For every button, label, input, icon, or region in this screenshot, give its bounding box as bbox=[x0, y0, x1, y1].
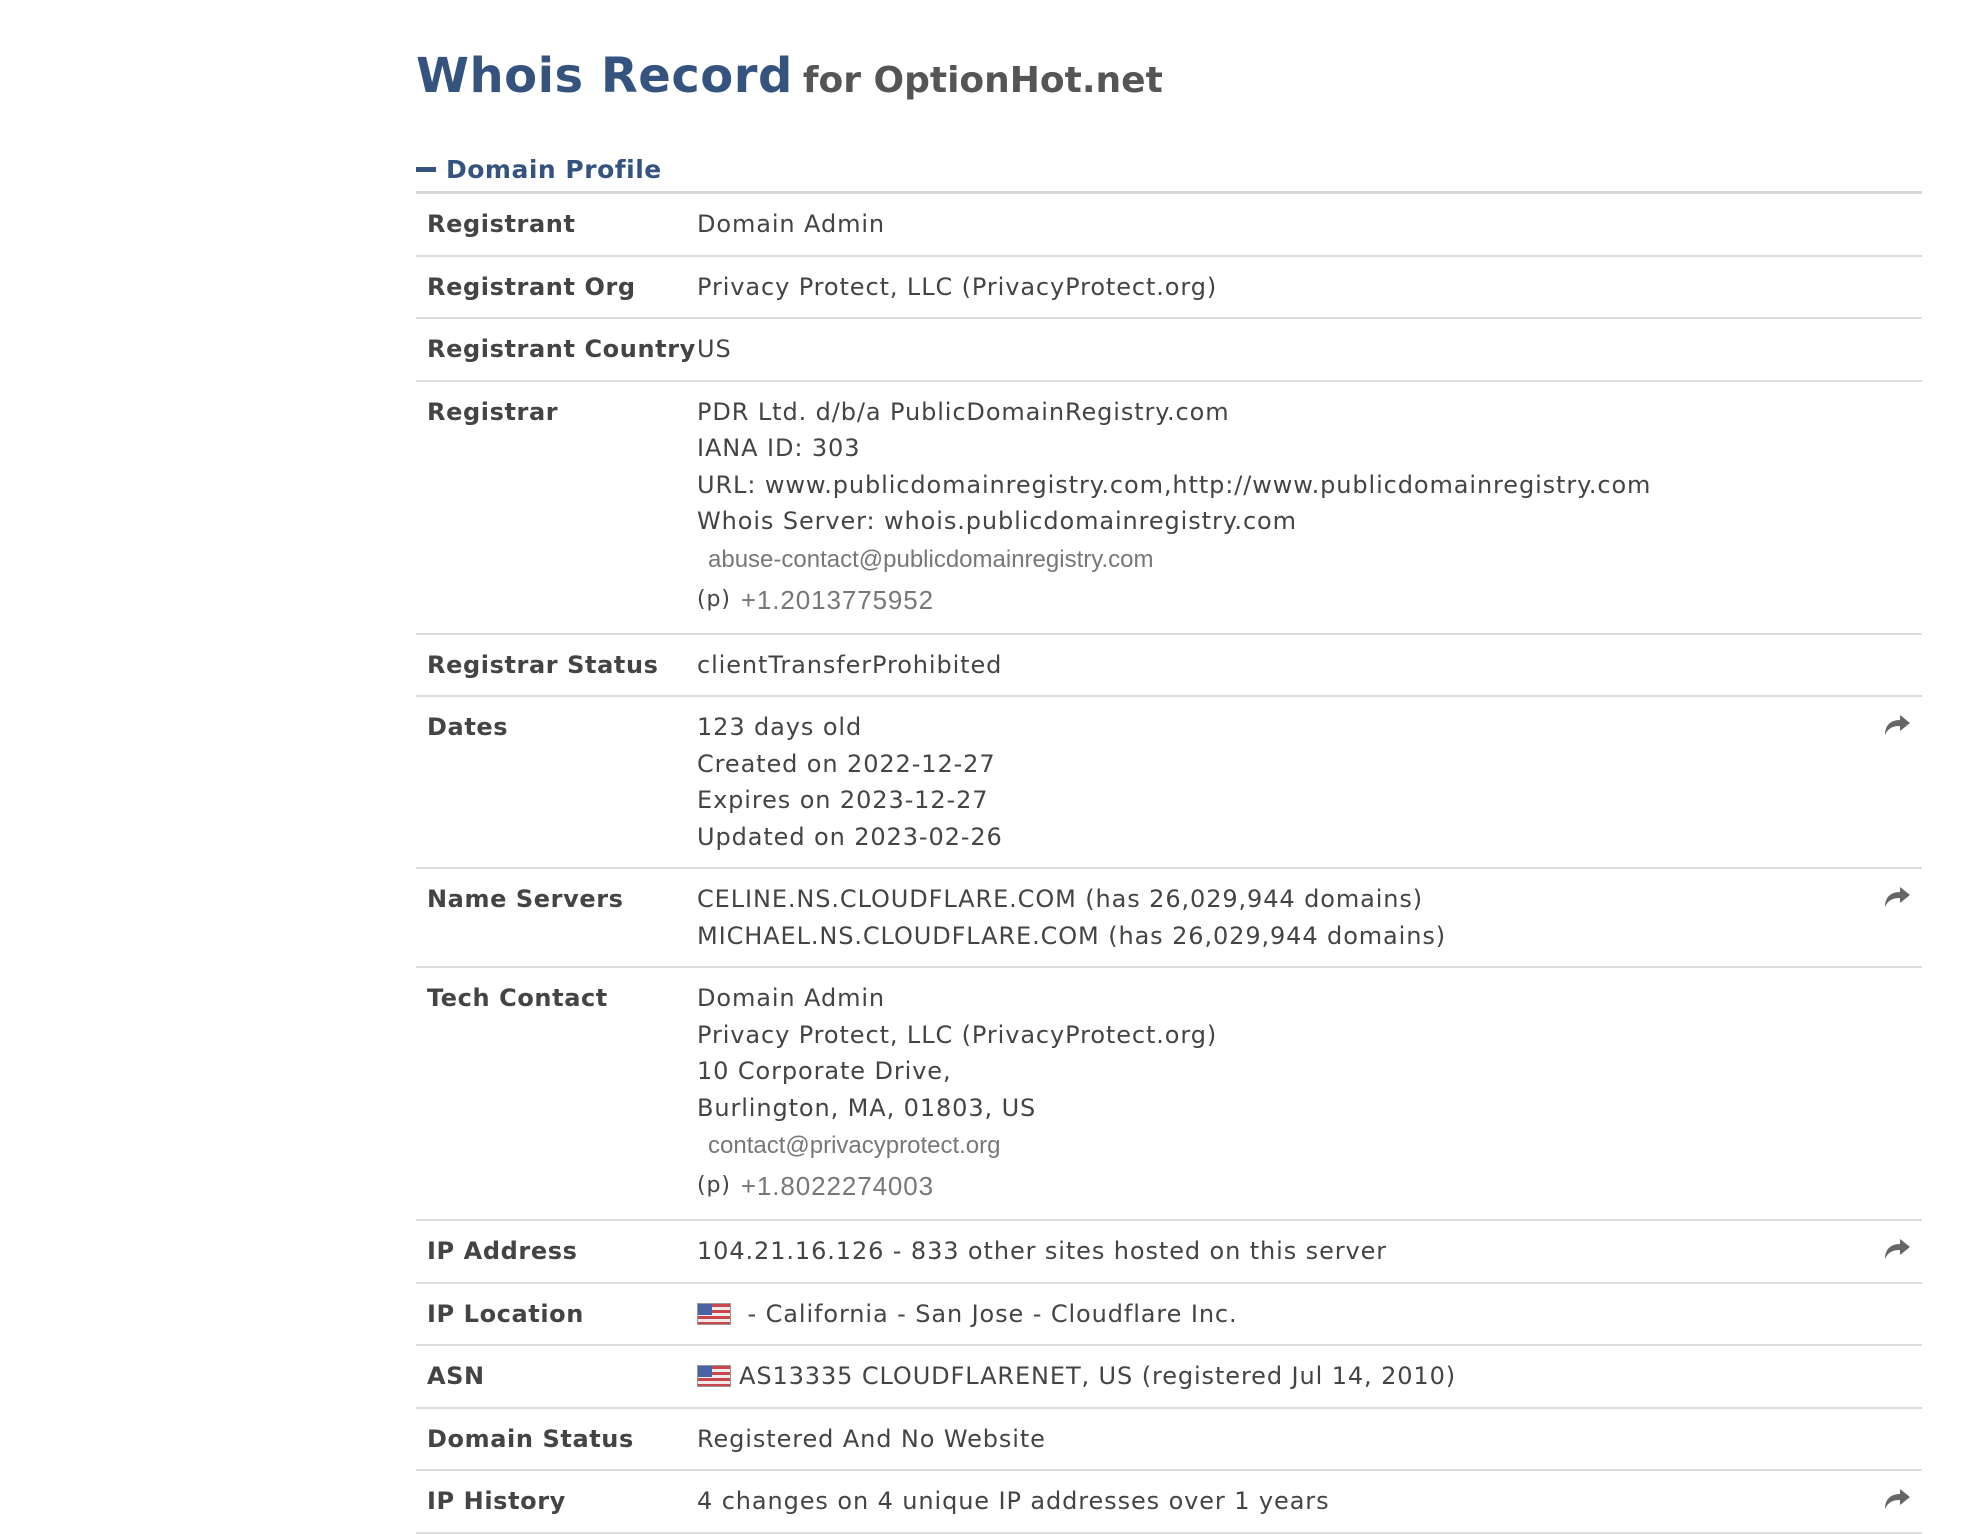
row-label: Registrar bbox=[427, 397, 559, 426]
domain-status-value: Registered And No Website bbox=[697, 1424, 1046, 1453]
row-value bbox=[697, 709, 1922, 855]
expires-date: Expires on 2023-12-27 bbox=[697, 786, 989, 814]
updated-date: Updated on 2023-02-26 bbox=[697, 822, 1003, 851]
row-value bbox=[697, 1483, 1922, 1520]
row-registrant bbox=[416, 194, 1922, 257]
row-label: IP History bbox=[427, 1487, 566, 1515]
registrar-name: PDR Ltd. d/b/a PublicDomainRegistry.com bbox=[697, 397, 1230, 426]
asn-value: AS13335 CLOUDFLARENET, US (registered Jul 14, 2010) bbox=[739, 1362, 1457, 1390]
registrar-status-value: clientTransferProhibited bbox=[697, 650, 1003, 679]
row-label: Registrar Status bbox=[427, 650, 659, 679]
row-domain-status bbox=[416, 1409, 1922, 1472]
tech-contact-phone bbox=[697, 1166, 1922, 1207]
row-label: Name Servers bbox=[427, 885, 624, 913]
row-ip-location bbox=[416, 1284, 1922, 1347]
registrant-org-value: Privacy Protect, LLC (PrivacyProtect.org) bbox=[697, 272, 1218, 301]
row-registrar-status bbox=[416, 635, 1922, 698]
ip-address-value: 104.21.16.126 - 833 other sites hosted on this server bbox=[697, 1237, 1388, 1265]
registrar-abuse-email: abuse-contact@publicdomainregistry.com bbox=[708, 545, 1154, 573]
share-arrow-icon[interactable] bbox=[1882, 1237, 1912, 1263]
row-ip-address bbox=[416, 1221, 1922, 1284]
row-value bbox=[697, 331, 1922, 368]
registrar-url: URL: www.publicdomainregistry.com,http://www.publicdomainregistry.com bbox=[697, 470, 1652, 499]
row-label: Domain Status bbox=[427, 1424, 634, 1453]
ip-location-value: - California - San Jose - Cloudflare Inc. bbox=[739, 1299, 1238, 1328]
tech-contact-org: Privacy Protect, LLC (PrivacyProtect.org) bbox=[697, 1020, 1218, 1049]
row-registrant-org bbox=[416, 257, 1922, 320]
row-label: Registrant Country bbox=[427, 335, 696, 363]
row-value bbox=[697, 206, 1922, 243]
row-label: ASN bbox=[427, 1362, 485, 1390]
row-value bbox=[697, 881, 1922, 954]
registrar-iana-id: IANA ID: 303 bbox=[697, 434, 861, 462]
tech-contact-city: Burlington, MA, 01803, US bbox=[697, 1093, 1037, 1122]
registrant-country-value: US bbox=[697, 335, 732, 363]
registrar-phone bbox=[697, 580, 1922, 621]
tech-contact-street: 10 Corporate Drive, bbox=[697, 1057, 952, 1085]
name-server-1: CELINE.NS.CLOUDFLARE.COM (has 26,029,944 domains) bbox=[697, 885, 1424, 913]
row-value bbox=[697, 1358, 1922, 1395]
us-flag-icon bbox=[697, 1303, 731, 1325]
section-title: Domain Profile bbox=[446, 154, 662, 184]
ip-history-value: 4 changes on 4 unique IP addresses over 1 years bbox=[697, 1487, 1330, 1515]
page-title-main: Whois Record bbox=[416, 48, 793, 104]
phone-number: +1.8022274003 bbox=[740, 1171, 935, 1201]
row-label: Dates bbox=[427, 713, 509, 741]
page-title-domain: for OptionHot.net bbox=[802, 60, 1163, 101]
ip-location-line bbox=[697, 1296, 1922, 1333]
share-arrow-icon[interactable] bbox=[1882, 885, 1912, 911]
phone-prefix: (p) bbox=[697, 1173, 731, 1198]
row-asn bbox=[416, 1346, 1922, 1409]
row-label: Tech Contact bbox=[427, 984, 608, 1012]
row-registrant-country bbox=[416, 319, 1922, 382]
share-arrow-icon[interactable] bbox=[1882, 713, 1912, 739]
name-server-2: MICHAEL.NS.CLOUDFLARE.COM (has 26,029,944 domains) bbox=[697, 921, 1447, 950]
row-label: Registrant bbox=[427, 210, 576, 238]
row-label: IP Location bbox=[427, 1299, 584, 1328]
tech-contact-email: contact@privacyprotect.org bbox=[708, 1132, 1001, 1159]
registrar-whois-server: Whois Server: whois.publicdomainregistry.com bbox=[697, 507, 1297, 535]
domain-age: 123 days old bbox=[697, 713, 863, 741]
row-value bbox=[697, 1296, 1922, 1333]
whois-page bbox=[416, 0, 1922, 1534]
share-arrow-icon[interactable] bbox=[1882, 1487, 1912, 1513]
row-label: Registrant Org bbox=[427, 272, 636, 301]
row-value bbox=[697, 1421, 1922, 1458]
row-value bbox=[697, 269, 1922, 306]
minus-icon bbox=[416, 167, 436, 172]
phone-number: +1.2013775952 bbox=[740, 584, 935, 615]
row-value bbox=[697, 394, 1922, 621]
domain-profile-table bbox=[416, 191, 1922, 1534]
registrant-value: Domain Admin bbox=[697, 210, 886, 238]
row-value bbox=[697, 980, 1922, 1207]
created-date: Created on 2022-12-27 bbox=[697, 749, 996, 778]
phone-prefix: (p) bbox=[697, 586, 731, 612]
row-value bbox=[697, 647, 1922, 684]
row-dates bbox=[416, 697, 1922, 869]
domain-profile-toggle[interactable] bbox=[416, 150, 1922, 188]
row-label: IP Address bbox=[427, 1237, 578, 1265]
row-tech-contact bbox=[416, 968, 1922, 1221]
tech-contact-name: Domain Admin bbox=[697, 984, 886, 1012]
page-title bbox=[416, 0, 1922, 150]
row-registrar bbox=[416, 382, 1922, 635]
row-name-servers bbox=[416, 869, 1922, 968]
asn-line bbox=[697, 1358, 1922, 1395]
row-value bbox=[697, 1233, 1922, 1270]
row-ip-history bbox=[416, 1471, 1922, 1534]
us-flag-icon bbox=[697, 1365, 731, 1387]
